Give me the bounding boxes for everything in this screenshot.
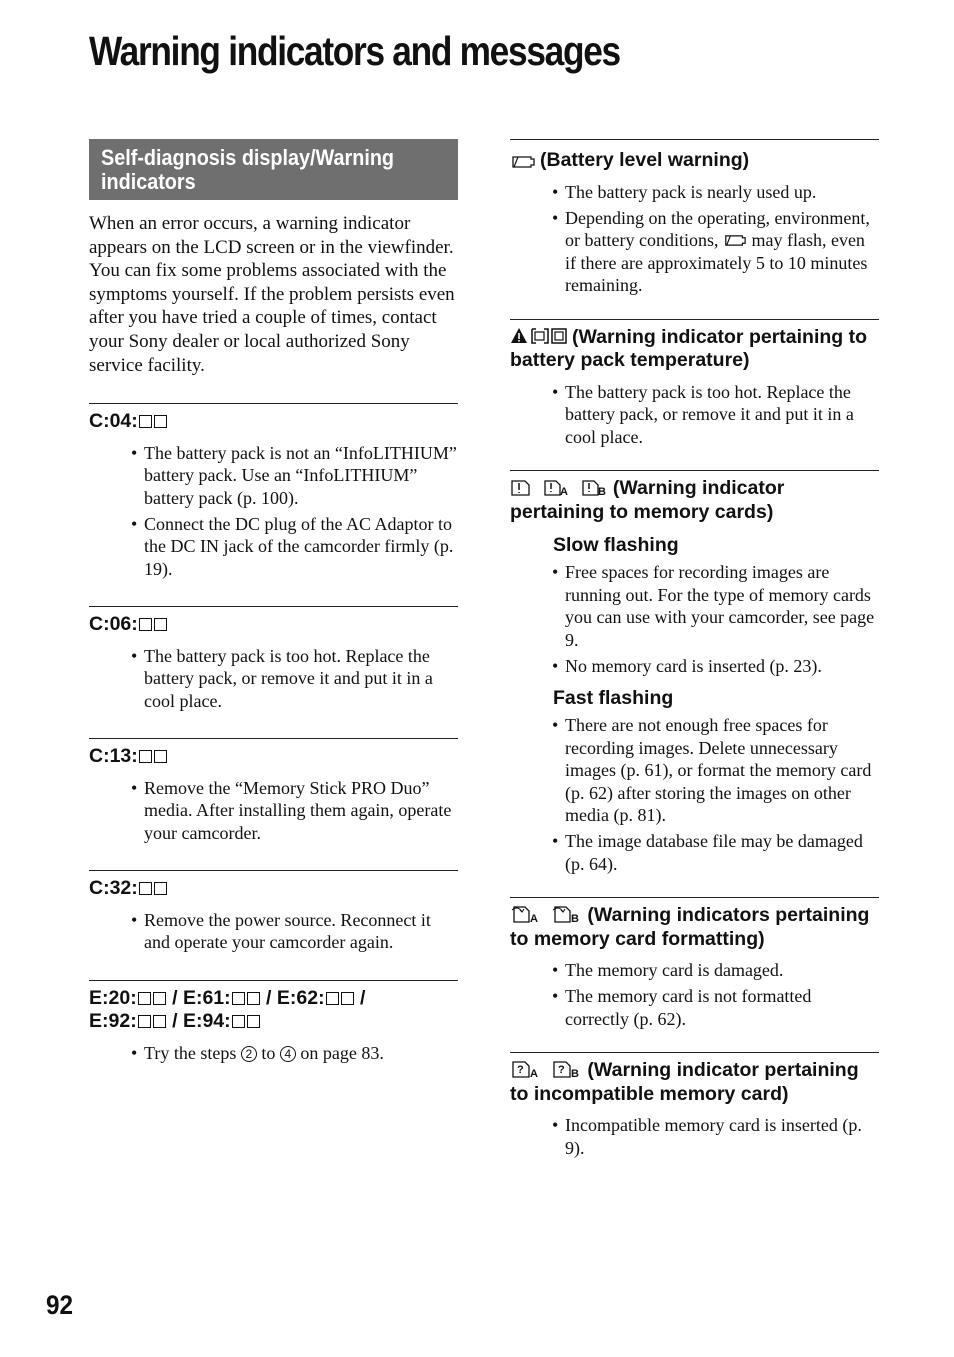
svg-text:B: B — [571, 913, 580, 924]
section-heading: A B (Warning indicators pertaining to memory card formatting) — [510, 904, 870, 950]
section-heading: C:32: — [89, 877, 458, 901]
section-card-format — [510, 897, 879, 1030]
list-item: • The battery pack is nearly used up. — [565, 181, 879, 204]
list-item: • Free spaces for recording images are running out. For the type of memory cards you can use with your camcorder, see page 9. — [565, 561, 879, 651]
bullet-list — [89, 777, 458, 845]
bullet-list — [510, 181, 879, 297]
card-format-b-warning-icon — [551, 904, 583, 924]
svg-text:B: B — [597, 486, 606, 497]
svg-text:A: A — [560, 486, 569, 497]
incompatible-card-b-icon — [551, 1059, 583, 1079]
svg-text:?: ? — [558, 1064, 566, 1076]
section-heading: ? A ? B (Warning indicator pertaining to incompatible memory card) — [510, 1059, 859, 1105]
list-item: • The image database file may be damaged (p. 64). — [565, 830, 879, 875]
intro-paragraph: When an error occurs, a warning indicator appears on the LCD screen or in the viewfinder. — [89, 213, 454, 258]
section-battery-temp — [510, 319, 879, 449]
list-item: • Incompatible memory card is inserted (p. 9). — [565, 1114, 879, 1159]
step-number: 2 — [241, 1046, 257, 1062]
memory-card-b-warning-icon — [581, 479, 609, 497]
section-heading: C:04: — [89, 410, 458, 434]
left-column — [89, 139, 458, 1068]
svg-text:?: ? — [517, 1064, 524, 1076]
battery-empty-icon — [723, 234, 747, 247]
section-heading: C:13: — [89, 745, 458, 769]
bullet-list — [510, 1114, 879, 1159]
list-item: • Try the steps 2 to 4 on page 83. — [144, 1042, 458, 1065]
intro-paragraph: You can fix some problems associated with the symptoms yourself. If the problem persists even after you have tried a couple of times, contact your Sony dealer or local authorized Sony service facility. — [89, 260, 455, 376]
section-memory-cards — [510, 470, 879, 875]
list-item: • The battery pack is too hot. Replace the battery pack, or remove it and put it in a cool place. — [144, 645, 458, 713]
list-item: • No memory card is inserted (p. 23). — [565, 655, 879, 678]
subheading-slow-flashing: Slow flashing — [553, 534, 679, 556]
section-c06 — [89, 606, 458, 712]
battery-temperature-warning-icon — [510, 326, 568, 346]
bullet-list — [510, 714, 879, 875]
section-c04 — [89, 403, 458, 580]
list-item: • The memory card is not formatted correctly (p. 62). — [565, 985, 879, 1030]
card-format-a-warning-icon — [510, 904, 542, 924]
section-heading: (Warning indicator pertaining to battery pack temperature) — [510, 325, 868, 371]
memory-card-warning-icon — [510, 479, 534, 497]
bullet-list — [89, 442, 458, 581]
incompatible-card-a-icon — [510, 1059, 542, 1079]
section-e-codes — [89, 980, 458, 1065]
page-number: 92 — [46, 1290, 74, 1320]
battery-empty-icon — [510, 155, 536, 169]
section-heading: E:20: / E:61: / E:62: / E:92: / E:94: — [89, 986, 366, 1033]
svg-text:B: B — [571, 1068, 580, 1079]
section-heading: A B (Warning indicator pertaining to memory cards) — [510, 477, 785, 523]
intro — [89, 212, 458, 377]
bullet-list — [510, 561, 879, 677]
bullet-list — [89, 909, 458, 954]
list-item: • The memory card is damaged. — [565, 959, 879, 982]
section-incompatible — [510, 1052, 879, 1159]
list-item: • Remove the “Memory Stick PRO Duo” media. After installing them again, operate your camcorder. — [144, 777, 458, 845]
list-item: • The battery pack is too hot. Replace the battery pack, or remove it and put it in a cool place. — [565, 381, 879, 449]
step-number: 4 — [280, 1046, 296, 1062]
section-c32 — [89, 870, 458, 954]
section-c13 — [89, 738, 458, 844]
bullet-list — [510, 381, 879, 449]
svg-text:A: A — [530, 913, 538, 924]
list-item: • The battery pack is not an “InfoLITHIUM” battery pack. Use an “InfoLITHIUM” battery pack (p. 100). — [144, 442, 458, 510]
list-item: • Depending on the operating, environment, or battery conditions, may flash, even if there are approximately 5 to 10 minutes remaining. — [565, 207, 879, 297]
section-banner — [89, 139, 458, 200]
subheading-fast-flashing: Fast flashing — [553, 687, 674, 709]
list-item: • Connect the DC plug of the AC Adaptor to the DC IN jack of the camcorder firmly (p. 19). — [144, 513, 458, 581]
svg-text:A: A — [530, 1068, 538, 1079]
memory-card-a-warning-icon — [543, 479, 571, 497]
section-heading: (Battery level warning) — [510, 149, 879, 173]
right-column — [510, 139, 879, 1163]
bullet-list — [510, 959, 879, 1030]
list-item: • There are not enough free spaces for recording images. Delete unnecessary images (p. 61), or format the memory card (p. 62) after storing the images on other media (p. 81). — [565, 714, 879, 827]
bullet-list — [89, 645, 458, 713]
banner-text: Self-diagnosis display/Warning indicators — [101, 145, 395, 194]
section-battery-level — [510, 139, 879, 297]
page-title: Warning indicators and messages — [89, 28, 620, 74]
bullet-list — [89, 1042, 458, 1065]
section-heading: C:06: — [89, 613, 458, 637]
list-item: • Remove the power source. Reconnect it and operate your camcorder again. — [144, 909, 458, 954]
